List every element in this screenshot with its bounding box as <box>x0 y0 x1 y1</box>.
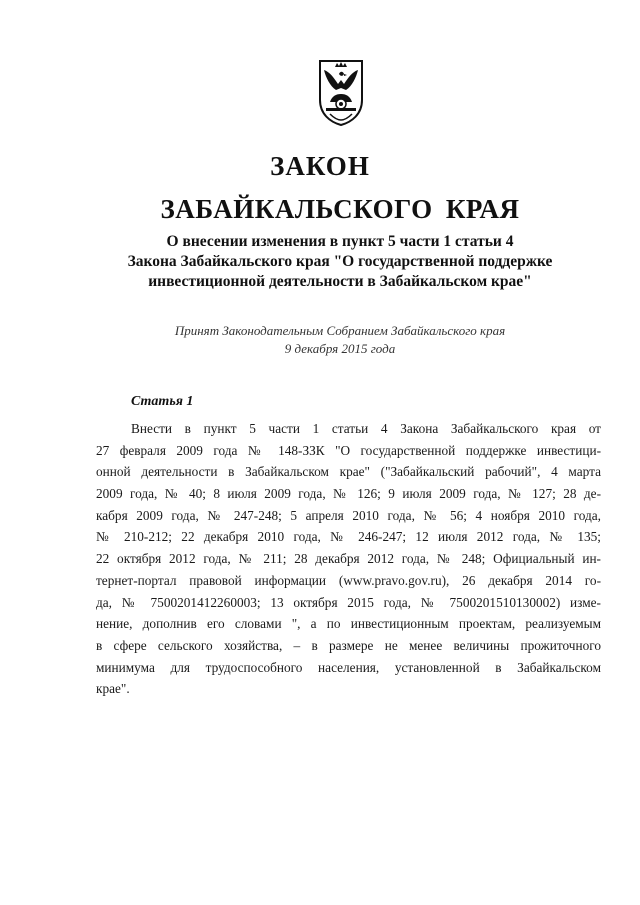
adoption-note <box>100 322 580 358</box>
adoption-note-line: Принят Законодательным Собранием Забайкальского края <box>174 323 506 338</box>
heading-line: О внесении изменения в пункт 5 части 1 статьи 4 <box>166 233 514 250</box>
coat-of-arms-icon <box>316 58 366 126</box>
article-body <box>96 418 601 700</box>
article-title: Статья 1 <box>131 394 194 409</box>
law-subject-heading <box>100 232 580 292</box>
article-line: тернет-портал правовой информации (www.pravo.gov.ru), 26 декабря 2014 го- <box>96 572 601 588</box>
article-line: 2009 года, № 40; 8 июля 2009 года, № 126; 9 июля 2009 года, № 127; 28 де- <box>96 486 601 502</box>
article-line: нение, дополнив его словами ", а по инвестиционным проектам, реализуемым <box>96 616 601 632</box>
article-line: минимума для трудоспособного населения, установленной в Забайкальском <box>96 659 601 675</box>
article-line: онной деятельности в Забайкальском крае" ("Забайкальский рабочий", 4 марта <box>96 464 601 480</box>
law-region-title: ЗАБАЙКАЛЬСКОГО КРАЯ <box>160 194 520 224</box>
article-line: Внести в пункт 5 части 1 статьи 4 Закона Забайкальского края от <box>131 421 601 436</box>
heading-line: инвестиционной деятельности в Забайкальском крае" <box>148 273 532 290</box>
article-line: № 210-212; 22 декабря 2010 года, № 246-247; 12 июля 2012 года, № 135; <box>96 529 601 545</box>
article-line: в сфере сельского хозяйства, – в размере не менее величины прожиточного <box>96 637 601 653</box>
heading-line: Закона Забайкальского края "О государственной поддержке <box>127 253 553 270</box>
article-line: кабря 2009 года, № 247-248; 5 апреля 2010 года, № 56; 4 ноября 2010 года, <box>96 507 601 523</box>
article-line: крае". <box>96 681 130 697</box>
article-line: 22 октября 2012 года, № 211; 28 декабря 2012 года, № 248; Официальный ин- <box>96 551 601 567</box>
adoption-date: 9 декабря 2015 года <box>284 341 396 356</box>
article-line: 27 февраля 2009 года № 148-ЗЗК "О государственной поддержке инвестици- <box>96 442 601 458</box>
law-title: ЗАКОН <box>270 151 370 181</box>
article-line: да, № 7500201412260003; 13 октября 2015 года, № 7500201510130002) изме- <box>96 594 601 610</box>
